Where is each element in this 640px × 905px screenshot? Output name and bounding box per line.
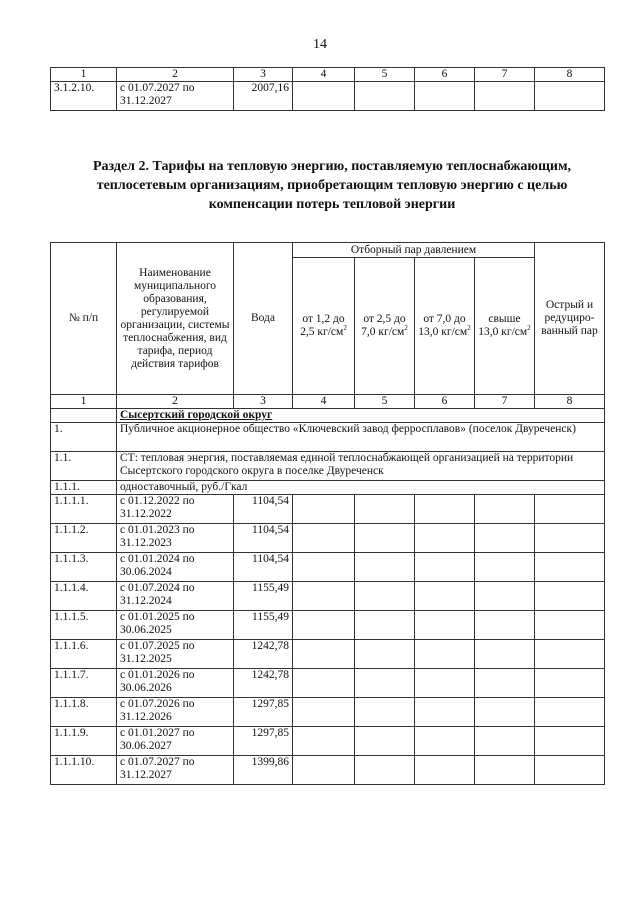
header-steam-3: от 7,0 до 13,0 $кг/см^2$ — [415, 258, 475, 395]
empty-cell — [355, 495, 415, 524]
row-number: 1.1.1. — [51, 481, 117, 495]
row-period: с 01.07.2027 по 31.12.2027 — [117, 756, 234, 785]
empty-cell — [355, 611, 415, 640]
header-sharp-steam: Острый и редуциро-ванный пар — [535, 243, 605, 395]
header-steam-1: от 1,2 до 2,5 $кг/см^2$ — [293, 258, 355, 395]
row-number: 1.1. — [51, 452, 117, 481]
top-table-continuation — [50, 67, 605, 111]
system-name: СТ: тепловая энергия, поставляемая единой теплоснабжающей организацией на территории Сысертского городского округа в поселке Двуреченск — [117, 452, 605, 481]
table-row — [51, 524, 605, 553]
col-number: 7 — [475, 395, 535, 409]
empty-cell — [355, 669, 415, 698]
district-row — [51, 409, 605, 423]
row-period: с 01.01.2025 по 30.06.2025 — [117, 611, 234, 640]
tariff-type-row — [51, 481, 605, 495]
row-period: с 01.07.2026 по 31.12.2026 — [117, 698, 234, 727]
empty-cell — [355, 756, 415, 785]
empty-cell — [415, 495, 475, 524]
col-number: 6 — [415, 395, 475, 409]
empty-cell — [355, 582, 415, 611]
table-row — [51, 495, 605, 524]
org-row — [51, 423, 605, 452]
empty-cell — [415, 640, 475, 669]
table-row — [51, 669, 605, 698]
row-number: 1.1.1.8. — [51, 698, 117, 727]
empty-cell — [355, 727, 415, 756]
header-steam-2: от 2,5 до 7,0 $кг/см^2$ — [355, 258, 415, 395]
column-number-row — [51, 395, 605, 409]
table-row — [51, 611, 605, 640]
header-num: № п/п — [51, 243, 117, 395]
empty-cell — [415, 524, 475, 553]
empty-cell — [415, 698, 475, 727]
empty-cell — [475, 640, 535, 669]
row-period: с 01.01.2027 по 30.06.2027 — [117, 727, 234, 756]
row-period: с 01.01.2026 по 30.06.2026 — [117, 669, 234, 698]
empty-cell — [293, 582, 355, 611]
table-row — [51, 698, 605, 727]
empty-cell — [355, 698, 415, 727]
system-row — [51, 452, 605, 481]
row-water-value: 1399,86 — [234, 756, 293, 785]
table-row — [51, 640, 605, 669]
row-number: 3.1.2.10. — [51, 82, 117, 111]
col-number: 8 — [535, 395, 605, 409]
table-row — [51, 756, 605, 785]
col-number: 2 — [117, 395, 234, 409]
empty-cell — [475, 669, 535, 698]
row-water-value: 1155,49 — [234, 611, 293, 640]
header-row — [51, 243, 605, 258]
empty-cell — [293, 698, 355, 727]
empty-cell — [415, 756, 475, 785]
empty-cell — [355, 524, 415, 553]
empty-cell — [415, 669, 475, 698]
col-number: 4 — [293, 395, 355, 409]
row-number: 1. — [51, 423, 117, 452]
row-water-value: 1104,54 — [234, 553, 293, 582]
header-steam-4: свыше 13,0 $кг/см^2$ — [475, 258, 535, 395]
empty-cell — [293, 669, 355, 698]
header-name: Наименование муниципального образования, регулируемой организации, системы теплоснабжения, вид тарифа, период действия тарифов — [117, 243, 234, 395]
col-number: 5 — [355, 395, 415, 409]
row-period: с 01.07.2027 по 31.12.2027 — [117, 82, 234, 111]
row-period: с 01.07.2024 по 31.12.2024 — [117, 582, 234, 611]
empty-cell — [475, 582, 535, 611]
header-steam-group: Отборный пар давлением — [293, 243, 535, 258]
empty-cell — [475, 756, 535, 785]
col-number: 4 — [293, 68, 355, 82]
row-period: с 01.01.2023 по 31.12.2023 — [117, 524, 234, 553]
empty-cell — [535, 582, 605, 611]
empty-cell — [535, 698, 605, 727]
row-period: с 01.12.2022 по 31.12.2022 — [117, 495, 234, 524]
col-number: 6 — [415, 68, 475, 82]
empty-cell — [535, 756, 605, 785]
row-water-value: 1242,78 — [234, 669, 293, 698]
header-water: Вода — [234, 243, 293, 395]
row-number: 1.1.1.5. — [51, 611, 117, 640]
empty-cell — [475, 495, 535, 524]
empty-cell — [415, 611, 475, 640]
tariff-table — [50, 242, 605, 785]
empty-cell — [293, 553, 355, 582]
empty-cell — [535, 727, 605, 756]
empty-cell — [415, 582, 475, 611]
empty-cell — [415, 727, 475, 756]
row-water-value: 1155,49 — [234, 582, 293, 611]
row-number: 1.1.1.7. — [51, 669, 117, 698]
empty-cell — [535, 669, 605, 698]
row-water-value: 1104,54 — [234, 495, 293, 524]
table-row — [51, 727, 605, 756]
row-water-value: 1297,85 — [234, 698, 293, 727]
row-number: 1.1.1.2. — [51, 524, 117, 553]
district-name: Сысертский городской округ — [117, 409, 605, 423]
row-number: 1.1.1.9. — [51, 727, 117, 756]
table-row — [51, 82, 605, 111]
empty-cell — [355, 640, 415, 669]
empty-cell — [475, 553, 535, 582]
row-water-value: 1104,54 — [234, 524, 293, 553]
row-period: с 01.01.2024 по 30.06.2024 — [117, 553, 234, 582]
empty-cell — [293, 495, 355, 524]
col-number: 1 — [51, 395, 117, 409]
empty-cell — [293, 756, 355, 785]
row-number: 1.1.1.10. — [51, 756, 117, 785]
row-period: с 01.07.2025 по 31.12.2025 — [117, 640, 234, 669]
tariff-type: одноставочный, руб./Гкал — [117, 481, 605, 495]
row-water-value: 2007,16 — [234, 82, 293, 111]
row-number: 1.1.1.3. — [51, 553, 117, 582]
row-number: 1.1.1.4. — [51, 582, 117, 611]
col-number: 5 — [355, 68, 415, 82]
org-name: Публичное акционерное общество «Ключевский завод ферросплавов» (поселок Двуреченск) — [117, 423, 605, 452]
empty-cell — [293, 727, 355, 756]
row-water-value: 1242,78 — [234, 640, 293, 669]
row-water-value: 1297,85 — [234, 727, 293, 756]
empty-cell — [293, 524, 355, 553]
col-number: 8 — [535, 68, 605, 82]
page-number: 14 — [313, 37, 327, 52]
empty-cell — [535, 553, 605, 582]
empty-cell — [475, 524, 535, 553]
empty-cell — [535, 495, 605, 524]
section-title: Раздел 2. Тарифы на тепловую энергию, поставляемую теплоснабжающим, теплосетевым организациям, приобретающим тепловую энергию с целью компенсации потерь тепловой энергии — [92, 159, 572, 212]
empty-cell — [475, 727, 535, 756]
empty-cell — [475, 698, 535, 727]
empty-cell — [535, 524, 605, 553]
column-number-row — [51, 68, 605, 82]
col-number: 2 — [117, 68, 234, 82]
empty-cell — [535, 611, 605, 640]
col-number: 7 — [475, 68, 535, 82]
col-number: 3 — [234, 395, 293, 409]
empty-cell — [415, 553, 475, 582]
empty-cell — [293, 611, 355, 640]
table-row — [51, 553, 605, 582]
empty-cell — [355, 553, 415, 582]
empty-cell — [535, 640, 605, 669]
col-number: 3 — [234, 68, 293, 82]
col-number: 1 — [51, 68, 117, 82]
empty-cell — [475, 611, 535, 640]
table-row — [51, 582, 605, 611]
row-number: 1.1.1.1. — [51, 495, 117, 524]
row-number: 1.1.1.6. — [51, 640, 117, 669]
empty-cell — [293, 640, 355, 669]
